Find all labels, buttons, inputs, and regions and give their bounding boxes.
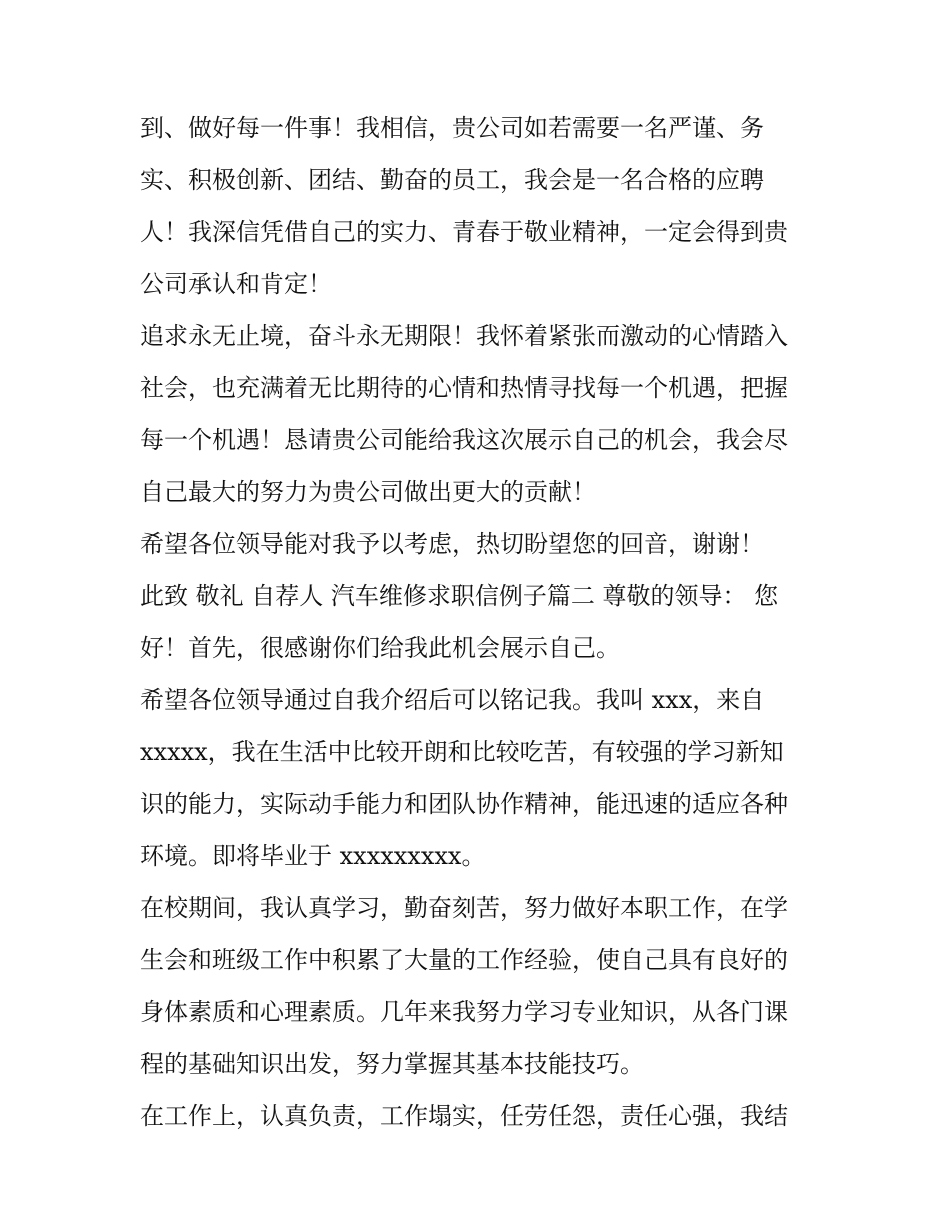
text-line: 环境。即将毕业于 xxxxxxxxx。 [140, 842, 486, 870]
text-line: 公司承认和肯定！ [140, 270, 332, 298]
text-line: 人！我深信凭借自己的实力、青春于敬业精神，一定会得到贵 [140, 218, 788, 246]
text-line: 在校期间，我认真学习，勤奋刻苦，努力做好本职工作，在学 [140, 894, 788, 922]
text-line: 身体素质和心理素质。几年来我努力学习专业知识，从各门课 [140, 998, 788, 1026]
text-line: 好！首先，很感谢你们给我此机会展示自己。 [140, 634, 620, 662]
text-line: 每一个机遇！恳请贵公司能给我这次展示自己的机会，我会尽 [140, 426, 788, 454]
text-line: 希望各位领导能对我予以考虑，热切盼望您的回音，谢谢！ [140, 530, 764, 558]
text-line: 自己最大的努力为贵公司做出更大的贡献！ [140, 478, 596, 506]
text-line: 希望各位领导通过自我介绍后可以铭记我。我叫 xxx，来自 [140, 686, 765, 714]
text-line: 生会和班级工作中积累了大量的工作经验，使自己具有良好的 [140, 946, 788, 974]
text-line: 在工作上，认真负责，工作塌实，任劳任怨，责任心强，我结 [140, 1102, 788, 1130]
text-line: 追求永无止境，奋斗永无期限！我怀着紧张而激动的心情踏入 [140, 322, 788, 350]
text-line: 此致 敬礼 自荐人 汽车维修求职信例子篇二 尊敬的领导： 您 [140, 582, 779, 610]
text-line: 实、积极创新、团结、勤奋的员工，我会是一名合格的应聘 [140, 166, 764, 194]
text-line: 程的基础知识出发，努力掌握其基本技能技巧。 [140, 1050, 644, 1078]
text-line: 社会，也充满着无比期待的心情和热情寻找每一个机遇，把握 [140, 374, 788, 402]
text-line: xxxxx，我在生活中比较开朗和比较吃苦，有较强的学习新知 [140, 738, 784, 766]
text-line: 到、做好每一件事！我相信，贵公司如若需要一名严谨、务 [140, 114, 764, 142]
text-line: 识的能力，实际动手能力和团队协作精神，能迅速的适应各种 [140, 790, 788, 818]
